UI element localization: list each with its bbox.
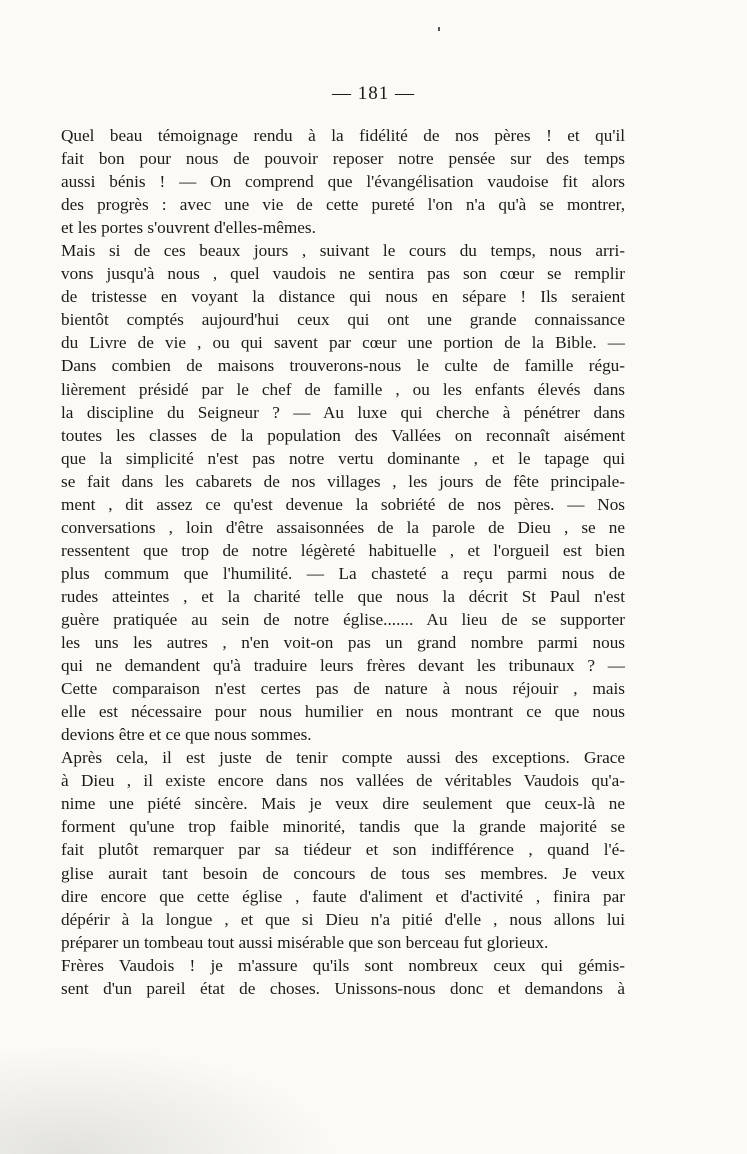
body-text	[61, 124, 625, 1000]
text-line: plus commum que l'humilité. — La chasteté a reçu parmi nous de	[61, 563, 625, 583]
text-line: des progrès : avec une vie de cette pureté l'on n'a qu'à se montrer,	[61, 195, 625, 215]
text-line: Quel beau témoignage rendu à la fidélité de nos pères ! et qu'il	[61, 126, 625, 145]
text-line: rudes atteintes , et la charité telle que nous la décrit St Paul n'est	[61, 586, 625, 606]
text-line: qui ne demandent qu'à traduire leurs frères devant les tribunaux ? —	[61, 656, 625, 676]
text-line: Après cela, il est juste de tenir compte aussi des exceptions. Grace	[61, 748, 625, 768]
paragraph-3	[61, 746, 625, 953]
text-line: elle est nécessaire pour nous humilier en nous montrant ce que nous	[61, 702, 625, 722]
ink-speck	[438, 27, 440, 31]
text-line: ressentent que trop de notre légèreté habituelle , et l'orgueil est bien	[61, 540, 625, 560]
text-line: du Livre de vie , ou qui savent par cœur une portion de la Bible. —	[61, 333, 625, 353]
text-line: se fait dans les cabarets de nos villages , les jours de fête principale-	[61, 471, 625, 491]
text-line: dépérir à la longue , et que si Dieu n'a pitié d'elle , nous allons lui	[61, 909, 625, 929]
text-line: de tristesse en voyant la distance qui nous en sépare ! Ils seraient	[61, 287, 625, 307]
text-line: Cette comparaison n'est certes pas de nature à nous réjouir , mais	[61, 679, 625, 699]
text-line: la discipline du Seigneur ? — Au luxe qui cherche à pénétrer dans	[61, 402, 625, 422]
text-line: fait bon pour nous de pouvoir reposer notre pensée sur des temps	[61, 149, 625, 169]
paragraph-2	[61, 239, 625, 746]
text-line: Frères Vaudois ! je m'assure qu'ils sont nombreux ceux qui gémis-	[61, 955, 625, 975]
text-line: fait plutôt remarquer par sa tiédeur et son indifférence , quand l'é-	[61, 840, 625, 860]
text-line: nime une piété sincère. Mais je veux dire seulement que ceux-là ne	[61, 794, 625, 814]
text-line: conversations , loin d'être assaisonnées de la parole de Dieu , se ne	[61, 517, 625, 537]
text-line: aussi bénis ! — On comprend que l'évangélisation vaudoise fit alors	[61, 172, 625, 192]
paragraph-1	[61, 124, 625, 239]
text-line: que la simplicité n'est pas notre vertu dominante , et le tapage qui	[61, 448, 625, 468]
text-line: à Dieu , il existe encore dans nos vallées de véritables Vaudois qu'a-	[61, 771, 625, 791]
paper-smudge	[0, 1044, 340, 1154]
paragraph-4	[61, 954, 625, 1000]
text-line: forment qu'une trop faible minorité, tandis que la grande majorité se	[61, 817, 625, 837]
text-line: dire encore que cette église , faute d'aliment et d'activité , finira par	[61, 886, 625, 906]
text-line: Mais si de ces beaux jours , suivant le cours du temps, nous arri-	[61, 241, 625, 261]
text-line: Dans combien de maisons trouverons-nous le culte de famille régu-	[61, 356, 625, 376]
text-line: bientôt comptés aujourd'hui ceux qui ont une grande connaissance	[61, 310, 625, 330]
text-line: guère pratiquée au sein de notre église....... Au lieu de se supporter	[61, 609, 625, 629]
text-line: vons jusqu'à nous , quel vaudois ne sentira pas son cœur se remplir	[61, 264, 625, 284]
text-line: ment , dit assez ce qu'est devenue la sobriété de nos pères. — Nos	[61, 494, 625, 514]
text-line: les uns les autres , n'en voit-on pas un grand nombre parmi nous	[61, 633, 625, 653]
text-line: et les portes s'ouvrent d'elles-mêmes.	[61, 218, 316, 238]
text-line: sent d'un pareil état de choses. Unissons-nous donc et demandons à	[61, 978, 625, 998]
text-line: préparer un tombeau tout aussi misérable que son berceau fut glorieux.	[61, 932, 549, 952]
page-number: — 181 —	[332, 83, 415, 104]
text-line: glise aurait tant besoin de concours de tous ses membres. Je veux	[61, 863, 625, 883]
text-line: lièrement présidé par le chef de famille , ou les enfants élevés dans	[61, 379, 625, 399]
text-line: toutes les classes de la population des Vallées on reconnaît aisément	[61, 425, 625, 445]
text-line: devions être et ce que nous sommes.	[61, 725, 312, 745]
